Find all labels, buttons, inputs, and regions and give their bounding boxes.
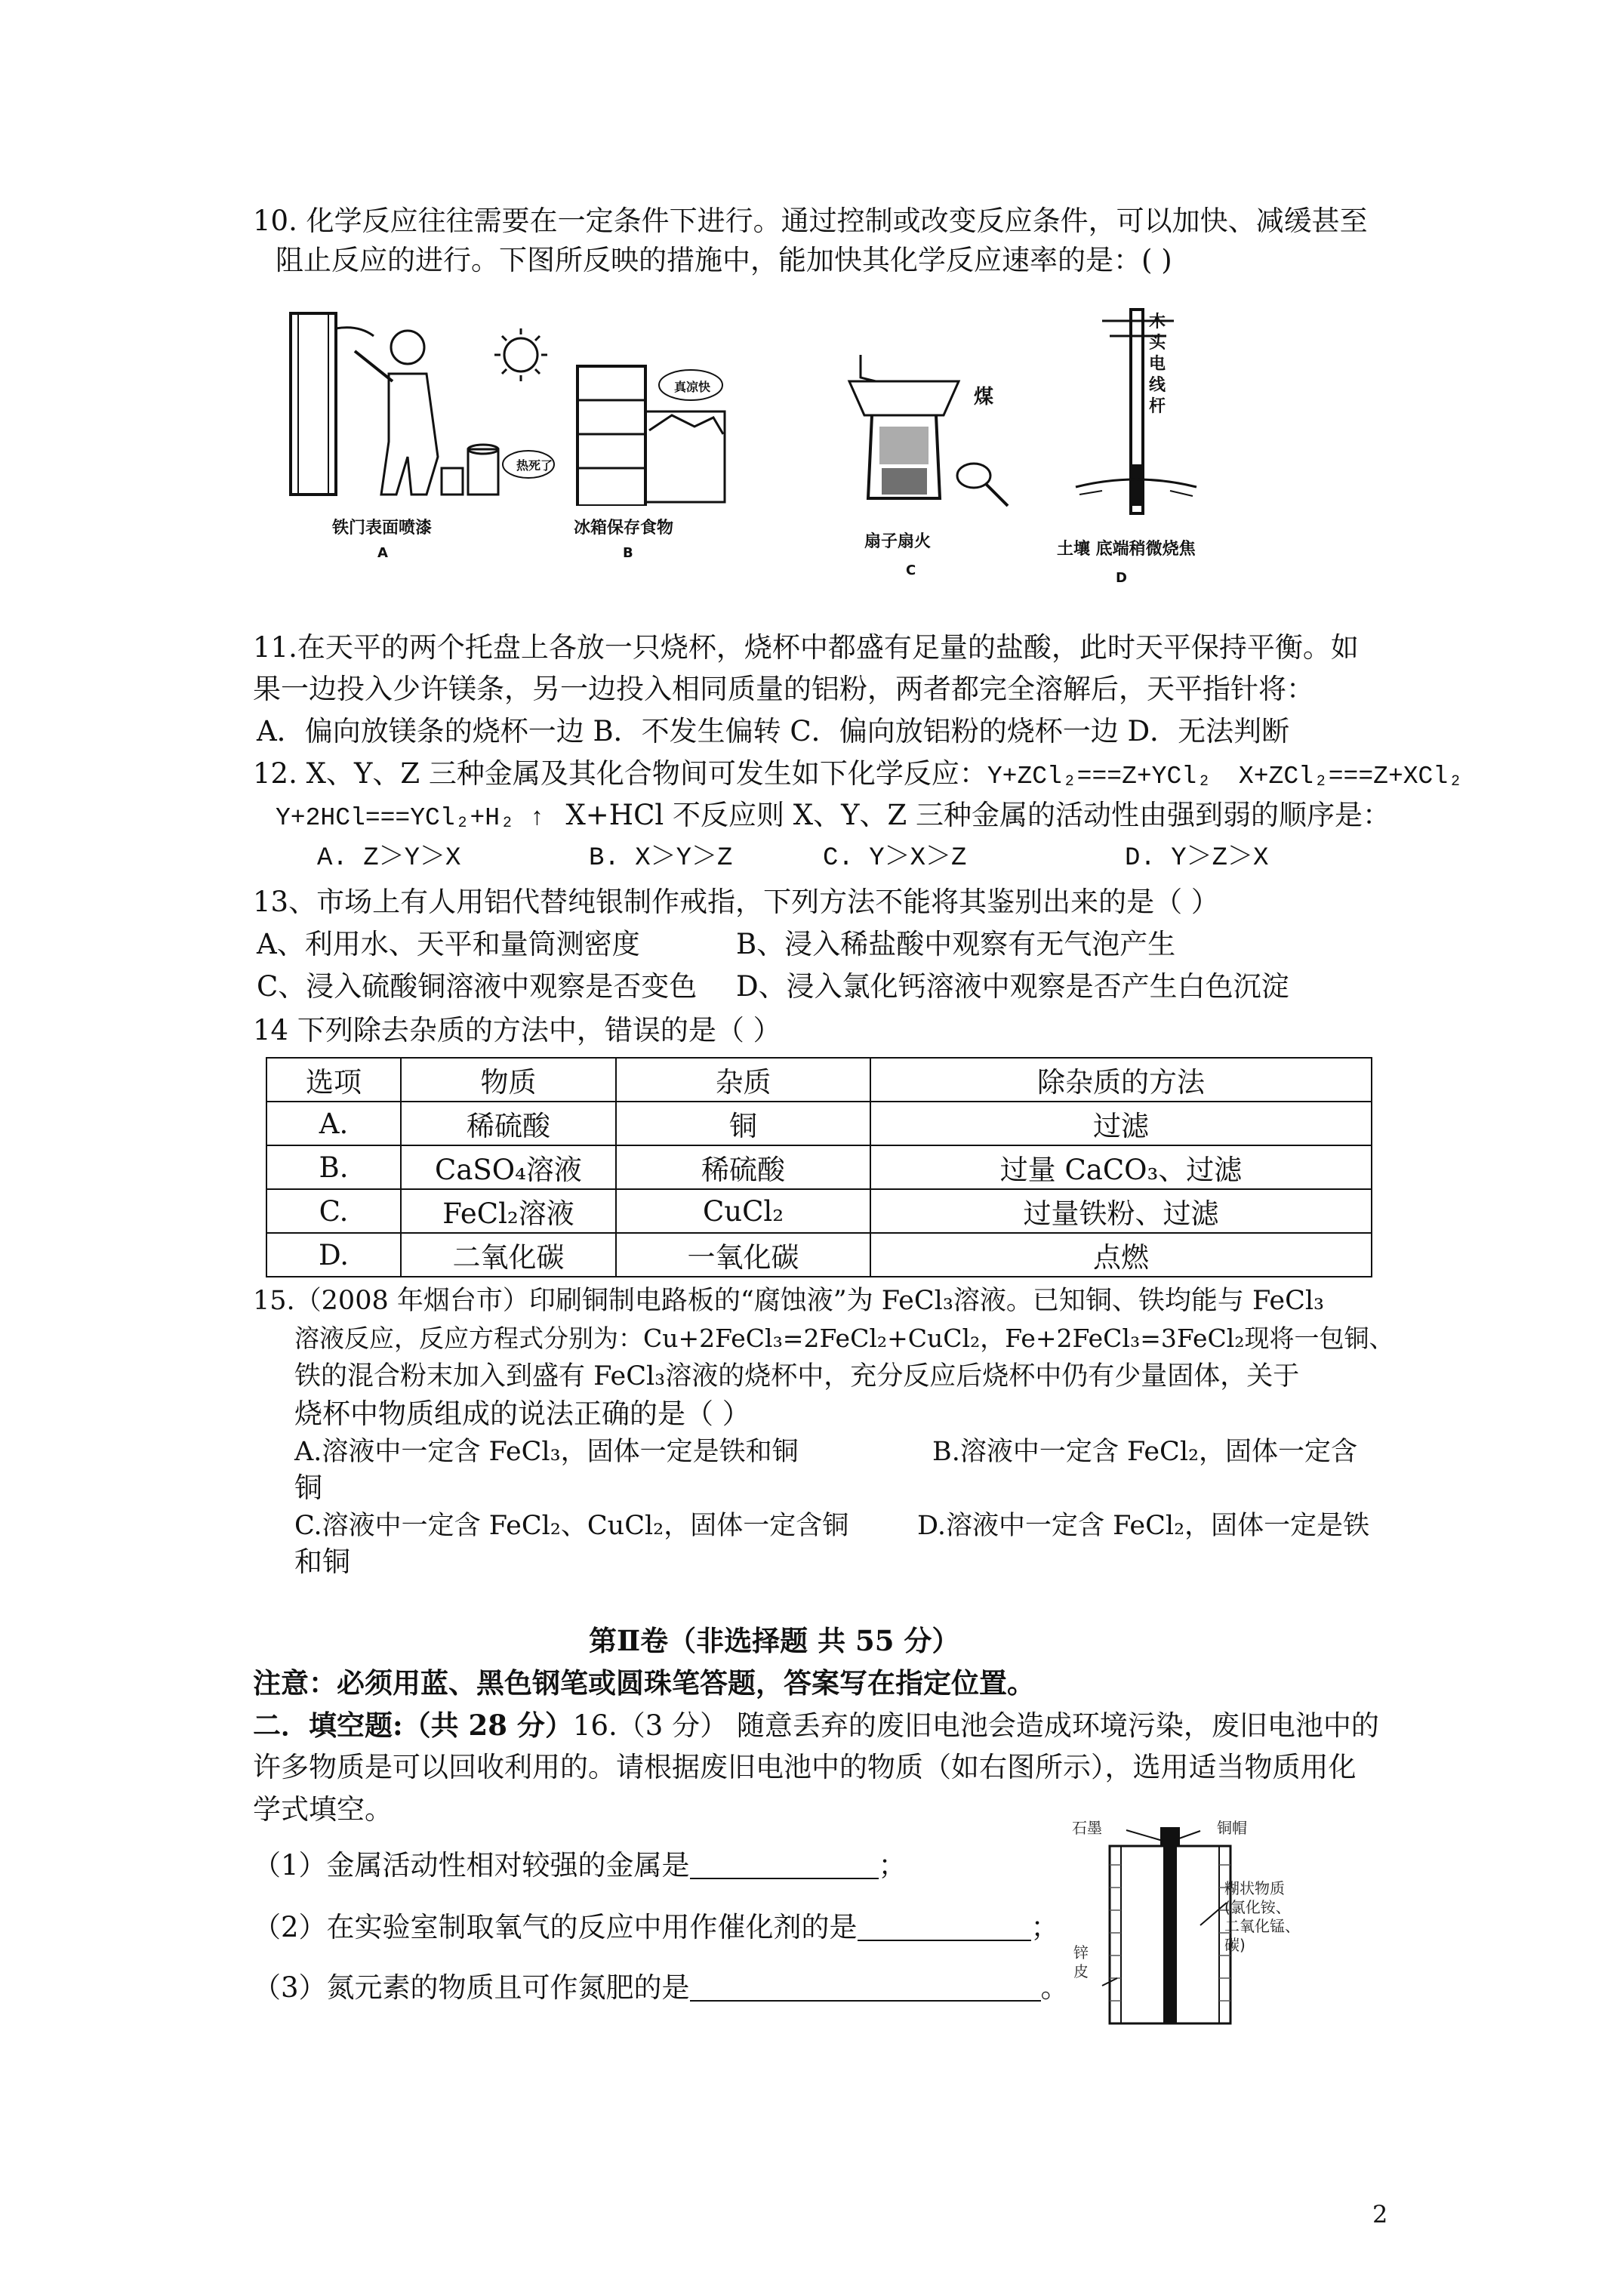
section-heading: 二．填空题:（共 28 分） bbox=[253, 1709, 573, 1742]
q15-option-d: D.溶液中一定含 FeCl₂，固体一定是铁 bbox=[917, 1511, 1370, 1541]
q15-option-b-cont: 铜 bbox=[294, 1472, 322, 1504]
q16-sub1 bbox=[253, 1847, 907, 1885]
table-header: 杂质 bbox=[616, 1058, 870, 1102]
table-cell: B. bbox=[266, 1145, 401, 1189]
table-row bbox=[266, 1102, 1372, 1145]
q10-line1: 10. 化学反应往往需要在一定条件下进行。通过控制或改变反应条件，可以加快、减缓甚至 bbox=[253, 205, 1368, 237]
q15-option-b: B.溶液中一定含 FeCl₂，固体一定含 bbox=[932, 1437, 1358, 1467]
q16-sub3-end: 。 bbox=[1040, 1971, 1069, 2004]
q15-line2: 溶液反应，反应方程式分别为：Cu+2FeCl₃=2FeCl₂+CuCl₂，Fe+2FeCl₃=3FeCl₂现将一包铜、 bbox=[294, 1324, 1394, 1353]
battery-paste-label-2: (氯化铵、 bbox=[1224, 1898, 1291, 1916]
caption-a: 铁门表面喷漆 bbox=[332, 519, 433, 538]
q16-sub3-text: （3）氮元素的物质且可作氮肥的是 bbox=[253, 1971, 690, 2004]
table-row bbox=[266, 1145, 1372, 1189]
fridge-bubble: 真凉快 bbox=[674, 380, 711, 394]
letter-c: C bbox=[906, 562, 916, 578]
battery-paste-label-4: 碳) bbox=[1224, 1936, 1246, 1954]
q12-option-b: B. X＞Y＞Z bbox=[589, 844, 733, 873]
q13-option-a: A、利用水、天平和量筒测密度 bbox=[257, 928, 640, 960]
q12-eq1: Y+ZCl₂===Z+YCl₂ bbox=[987, 763, 1212, 791]
q13-option-b: B、浸入稀盐酸中观察有无气泡产生 bbox=[736, 928, 1176, 960]
q15-option-c: C.溶液中一定含 FeCl₂、CuCl₂，固体一定含铜 bbox=[294, 1511, 849, 1541]
q16-sub2-end: ； bbox=[1030, 1911, 1059, 1943]
battery-graphite-label: 石墨 bbox=[1072, 1819, 1102, 1837]
table-cell: 过量 CaCO₃、过滤 bbox=[870, 1145, 1372, 1189]
figure-painting-door bbox=[283, 306, 510, 502]
table-row bbox=[266, 1233, 1372, 1277]
q15-line3: 铁的混合粉末加入到盛有 FeCl₃溶液的烧杯中，充分反应后烧杯中仍有少量固体，关于 bbox=[294, 1361, 1300, 1391]
q13-option-c: C、浸入硫酸铜溶液中观察是否变色 bbox=[257, 970, 698, 1003]
caption-d: 土壤 底端稍微烧焦 bbox=[1057, 540, 1196, 559]
caption-b: 冰箱保存食物 bbox=[574, 519, 674, 538]
answer-blank-1[interactable] bbox=[690, 1851, 879, 1879]
q11-options: A．偏向放镁条的烧杯一边 B．不发生偏转 C．偏向放铝粉的烧杯一边 D．无法判断 bbox=[257, 715, 1290, 747]
q11-line2: 果一边投入少许镁条，另一边投入相同质量的铝粉，两者都完全溶解后，天平指针将： bbox=[253, 673, 1314, 705]
answer-blank-3[interactable] bbox=[690, 1973, 1041, 2002]
answer-blank-2[interactable] bbox=[858, 1912, 1031, 1941]
letter-b: B bbox=[623, 545, 633, 561]
table-header: 除杂质的方法 bbox=[870, 1058, 1372, 1102]
table-cell: FeCl₂溶液 bbox=[401, 1189, 616, 1233]
q16-sub1-text: （1）金属活动性相对较强的金属是 bbox=[253, 1849, 690, 1881]
coal-label: 煤 bbox=[974, 386, 994, 408]
q12-eq3: Y+2HCl===YCl₂+H₂ ↑ bbox=[276, 804, 545, 832]
table-header: 物质 bbox=[401, 1058, 616, 1102]
q13-option-d: D、浸入氯化钙溶液中观察是否产生白色沉淀 bbox=[736, 970, 1289, 1003]
q16-sub2 bbox=[253, 1909, 1059, 1946]
q12-option-c: C. Y＞X＞Z bbox=[823, 844, 967, 873]
q15-line1: 15.（2008 年烟台市）印刷铜制电路板的“腐蚀液”为 FeCl₃溶液。已知铜、铁均能与 FeCl₃ bbox=[253, 1286, 1325, 1316]
q15-line4: 烧杯中物质组成的说法正确的是（ ） bbox=[294, 1398, 750, 1430]
table-cell: 一氧化碳 bbox=[616, 1233, 870, 1277]
q12-eq4: X+HCl 不反应则 X、Y、Z 三种金属的活动性由强到弱的顺序是： bbox=[565, 799, 1390, 831]
battery-zinc-label: 锌 bbox=[1073, 1943, 1089, 1962]
table-row bbox=[266, 1189, 1372, 1233]
battery-paste-label: 糊状物质 bbox=[1224, 1879, 1285, 1897]
figure-wooden-pole bbox=[1057, 306, 1230, 532]
q12-eq2: X+ZCl₂===Z+XCl₂ bbox=[1238, 763, 1463, 791]
q12-prefix: 12. X、Y、Z 三种金属及其化合物间可发生如下化学反应： bbox=[253, 757, 987, 790]
battery-zinc-label-2: 皮 bbox=[1073, 1962, 1089, 1980]
letter-d: D bbox=[1116, 570, 1127, 586]
figure-fanning-fire bbox=[845, 355, 1019, 525]
q16-sub1-end: ； bbox=[878, 1849, 907, 1881]
table-cell: 稀硫酸 bbox=[616, 1145, 870, 1189]
table-cell: A. bbox=[266, 1102, 401, 1145]
q12-option-d: D. Y＞Z＞X bbox=[1125, 844, 1269, 873]
part2-note: 注意：必须用蓝、黑色钢笔或圆珠笔答题，答案写在指定位置。 bbox=[253, 1666, 1035, 1700]
figure-fridge bbox=[483, 321, 732, 506]
table-cell: C. bbox=[266, 1189, 401, 1233]
table-cell: 过滤 bbox=[870, 1102, 1372, 1145]
table-cell: D. bbox=[266, 1233, 401, 1277]
q16-line3: 学式填空。 bbox=[253, 1793, 393, 1826]
q12-option-a: A. Z＞Y＞X bbox=[317, 844, 461, 873]
table-cell: CaSO₄溶液 bbox=[401, 1145, 616, 1189]
table-cell: CuCl₂ bbox=[616, 1189, 870, 1233]
q11-line1: 11.在天平的两个托盘上各放一只烧杯，烧杯中都盛有足量的盐酸，此时天平保持平衡。如 bbox=[253, 631, 1359, 664]
table-cell: 过量铁粉、过滤 bbox=[870, 1189, 1372, 1233]
table-cell: 稀硫酸 bbox=[401, 1102, 616, 1145]
caption-c: 扇子扇火 bbox=[864, 532, 932, 551]
q16-line2: 许多物质是可以回收利用的。请根据废旧电池中的物质（如右图所示），选用适当物质用化 bbox=[253, 1751, 1357, 1783]
pole-label: 木头电线杆 bbox=[1149, 313, 1166, 416]
q16-line1 bbox=[253, 1706, 1379, 1745]
q15-option-a: A.溶液中一定含 FeCl₃，固体一定是铁和铜 bbox=[294, 1437, 799, 1467]
part2-title: 第Ⅱ卷（非选择题 共 55 分） bbox=[589, 1624, 960, 1657]
q16-sub3 bbox=[253, 1969, 1069, 2007]
q13-line1: 13、市场上有人用铝代替纯银制作戒指，下列方法不能将其鉴别出来的是（ ） bbox=[253, 886, 1219, 918]
page-number: 2 bbox=[1372, 2200, 1388, 2229]
q16-sub2-text: （2）在实验室制取氧气的反应中用作催化剂的是 bbox=[253, 1911, 858, 1943]
table-cell: 二氧化碳 bbox=[401, 1233, 616, 1277]
letter-a: A bbox=[377, 545, 388, 561]
q10-line2: 阻止反应的进行。下图所反映的措施中，能加快其化学反应速率的是：( ) bbox=[276, 244, 1172, 276]
q14-line1: 14 下列除去杂质的方法中，错误的是（ ） bbox=[253, 1014, 781, 1046]
q16-line1-text: 16.（3 分） 随意丢弃的废旧电池会造成环境污染，废旧电池中的 bbox=[572, 1709, 1379, 1742]
table-cell: 铜 bbox=[616, 1102, 870, 1145]
sun-bubble: 热死了 bbox=[516, 458, 553, 473]
battery-cap-label: 铜帽 bbox=[1217, 1819, 1247, 1837]
table-header: 选项 bbox=[266, 1058, 401, 1102]
table-cell: 点燃 bbox=[870, 1233, 1372, 1277]
battery-paste-label-3: 二氧化锰、 bbox=[1224, 1917, 1300, 1935]
impurity-table bbox=[266, 1057, 1372, 1277]
q12-line1 bbox=[253, 755, 1463, 796]
table-header-row bbox=[266, 1058, 1372, 1102]
q12-line2 bbox=[276, 797, 1390, 837]
q15-option-d-cont: 和铜 bbox=[294, 1546, 350, 1578]
